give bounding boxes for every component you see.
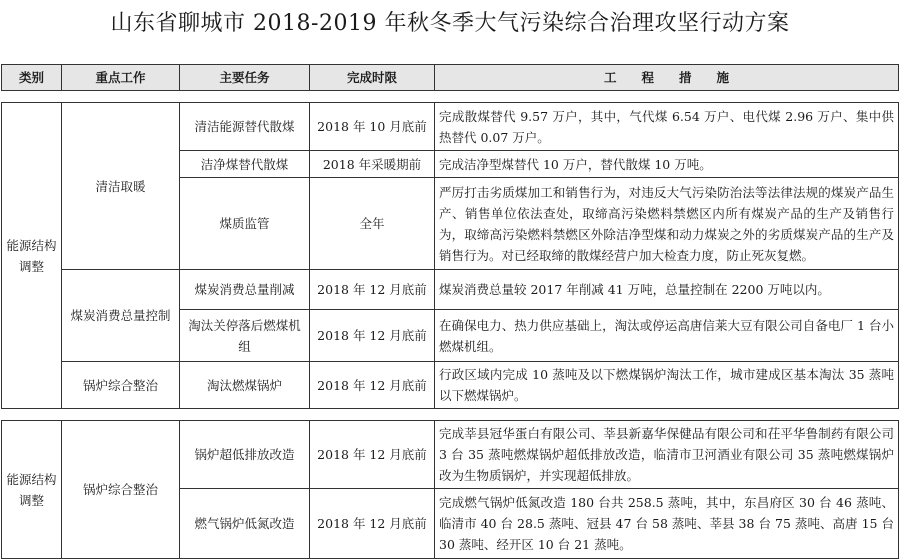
table-header-row <box>2 65 899 91</box>
key-work-cell: 锅炉综合整治 <box>62 362 180 409</box>
page-title: 山东省聊城市 2018-2019 年秋冬季大气污染综合治理攻坚行动方案 <box>110 11 790 36</box>
table-row <box>2 421 899 489</box>
key-work-cell: 煤炭消费总量控制 <box>62 270 180 362</box>
key-work-cell: 清洁取暖 <box>62 103 180 270</box>
deadline-cell: 2018 年 12 月底前 <box>310 310 435 362</box>
measures-cell: 行政区域内完成 10 蒸吨及以下燃煤锅炉淘汰工作，城市建成区基本淘汰 35 蒸吨以下燃煤锅炉。 <box>435 362 899 409</box>
header-measures: 工 程 措 施 <box>435 65 899 91</box>
deadline-cell: 2018 年 12 月底前 <box>310 489 435 559</box>
measures-cell: 在确保电力、热力供应基础上，淘汰或停运高唐信莱大豆有限公司自备电厂 1 台小燃煤机组。 <box>435 310 899 362</box>
category-cell: 能源结构调整 <box>2 421 62 559</box>
header-category: 类别 <box>2 65 62 91</box>
deadline-cell: 2018 年 12 月底前 <box>310 270 435 310</box>
measures-cell: 完成洁净型煤替代 10 万户，替代散煤 10 万吨。 <box>435 151 899 178</box>
deadline-cell: 2018 年 12 月底前 <box>310 421 435 489</box>
category-cell: 能源结构调整 <box>2 103 62 409</box>
deadline-cell: 2018 年采暖期前 <box>310 151 435 178</box>
header-key-work: 重点工作 <box>62 65 180 91</box>
measures-cell: 完成散煤替代 9.57 万户，其中，气代煤 6.54 万户、电代煤 2.96 万户、集中供热替代 0.07 万户。 <box>435 103 899 151</box>
main-task-cell: 淘汰关停落后燃煤机组 <box>180 310 310 362</box>
main-task-cell: 燃气锅炉低氮改造 <box>180 489 310 559</box>
action-plan-table <box>1 64 899 559</box>
measures-cell: 完成燃气锅炉低氮改造 180 台共 258.5 蒸吨，其中，东昌府区 30 台 46 蒸吨、临清市 40 台 28.5 蒸吨、冠县 47 台 58 蒸吨、莘县 38 台 75 蒸吨、高唐 15 台 30 蒸吨、经开区 10 台 21 蒸吨。 <box>435 489 899 559</box>
main-task-cell: 锅炉超低排放改造 <box>180 421 310 489</box>
key-work-cell: 锅炉综合整治 <box>62 421 180 559</box>
header-deadline: 完成时限 <box>310 65 435 91</box>
deadline-cell: 2018 年 10 月底前 <box>310 103 435 151</box>
main-task-cell: 煤质监管 <box>180 178 310 270</box>
main-task-cell: 清洁能源替代散煤 <box>180 103 310 151</box>
measures-cell: 严厉打击劣质煤加工和销售行为，对违反大气污染防治法等法律法规的煤炭产品生产、销售单位依法查处，取缔高污染燃料禁燃区内所有煤炭产品的生产及销售行为，取缔高污染燃料禁燃区外除洁净型煤和动力煤炭之外的劣质煤炭产品的生产及销售行为。对已经取缔的散煤经营户加大检查力度，防止死灰复燃。 <box>435 178 899 270</box>
table-row <box>2 362 899 409</box>
table-row <box>2 103 899 151</box>
main-task-cell: 煤炭消费总量削减 <box>180 270 310 310</box>
table-spacer <box>2 409 899 421</box>
measures-cell: 完成莘县冠华蛋白有限公司、莘县新嘉华保健品有限公司和茌平华鲁制药有限公司 3 台 35 蒸吨燃煤锅炉超低排放改造，临清市卫河酒业有限公司 35 蒸吨燃煤锅炉改为生物质锅炉，并实现超低排放。 <box>435 421 899 489</box>
table-spacer <box>2 91 899 103</box>
main-task-cell: 洁净煤替代散煤 <box>180 151 310 178</box>
main-task-cell: 淘汰燃煤锅炉 <box>180 362 310 409</box>
deadline-cell: 全年 <box>310 178 435 270</box>
table-row <box>2 270 899 310</box>
header-main-task: 主要任务 <box>180 65 310 91</box>
deadline-cell: 2018 年 12 月底前 <box>310 362 435 409</box>
measures-cell: 煤炭消费总量较 2017 年削减 41 万吨，总量控制在 2200 万吨以内。 <box>435 270 899 310</box>
